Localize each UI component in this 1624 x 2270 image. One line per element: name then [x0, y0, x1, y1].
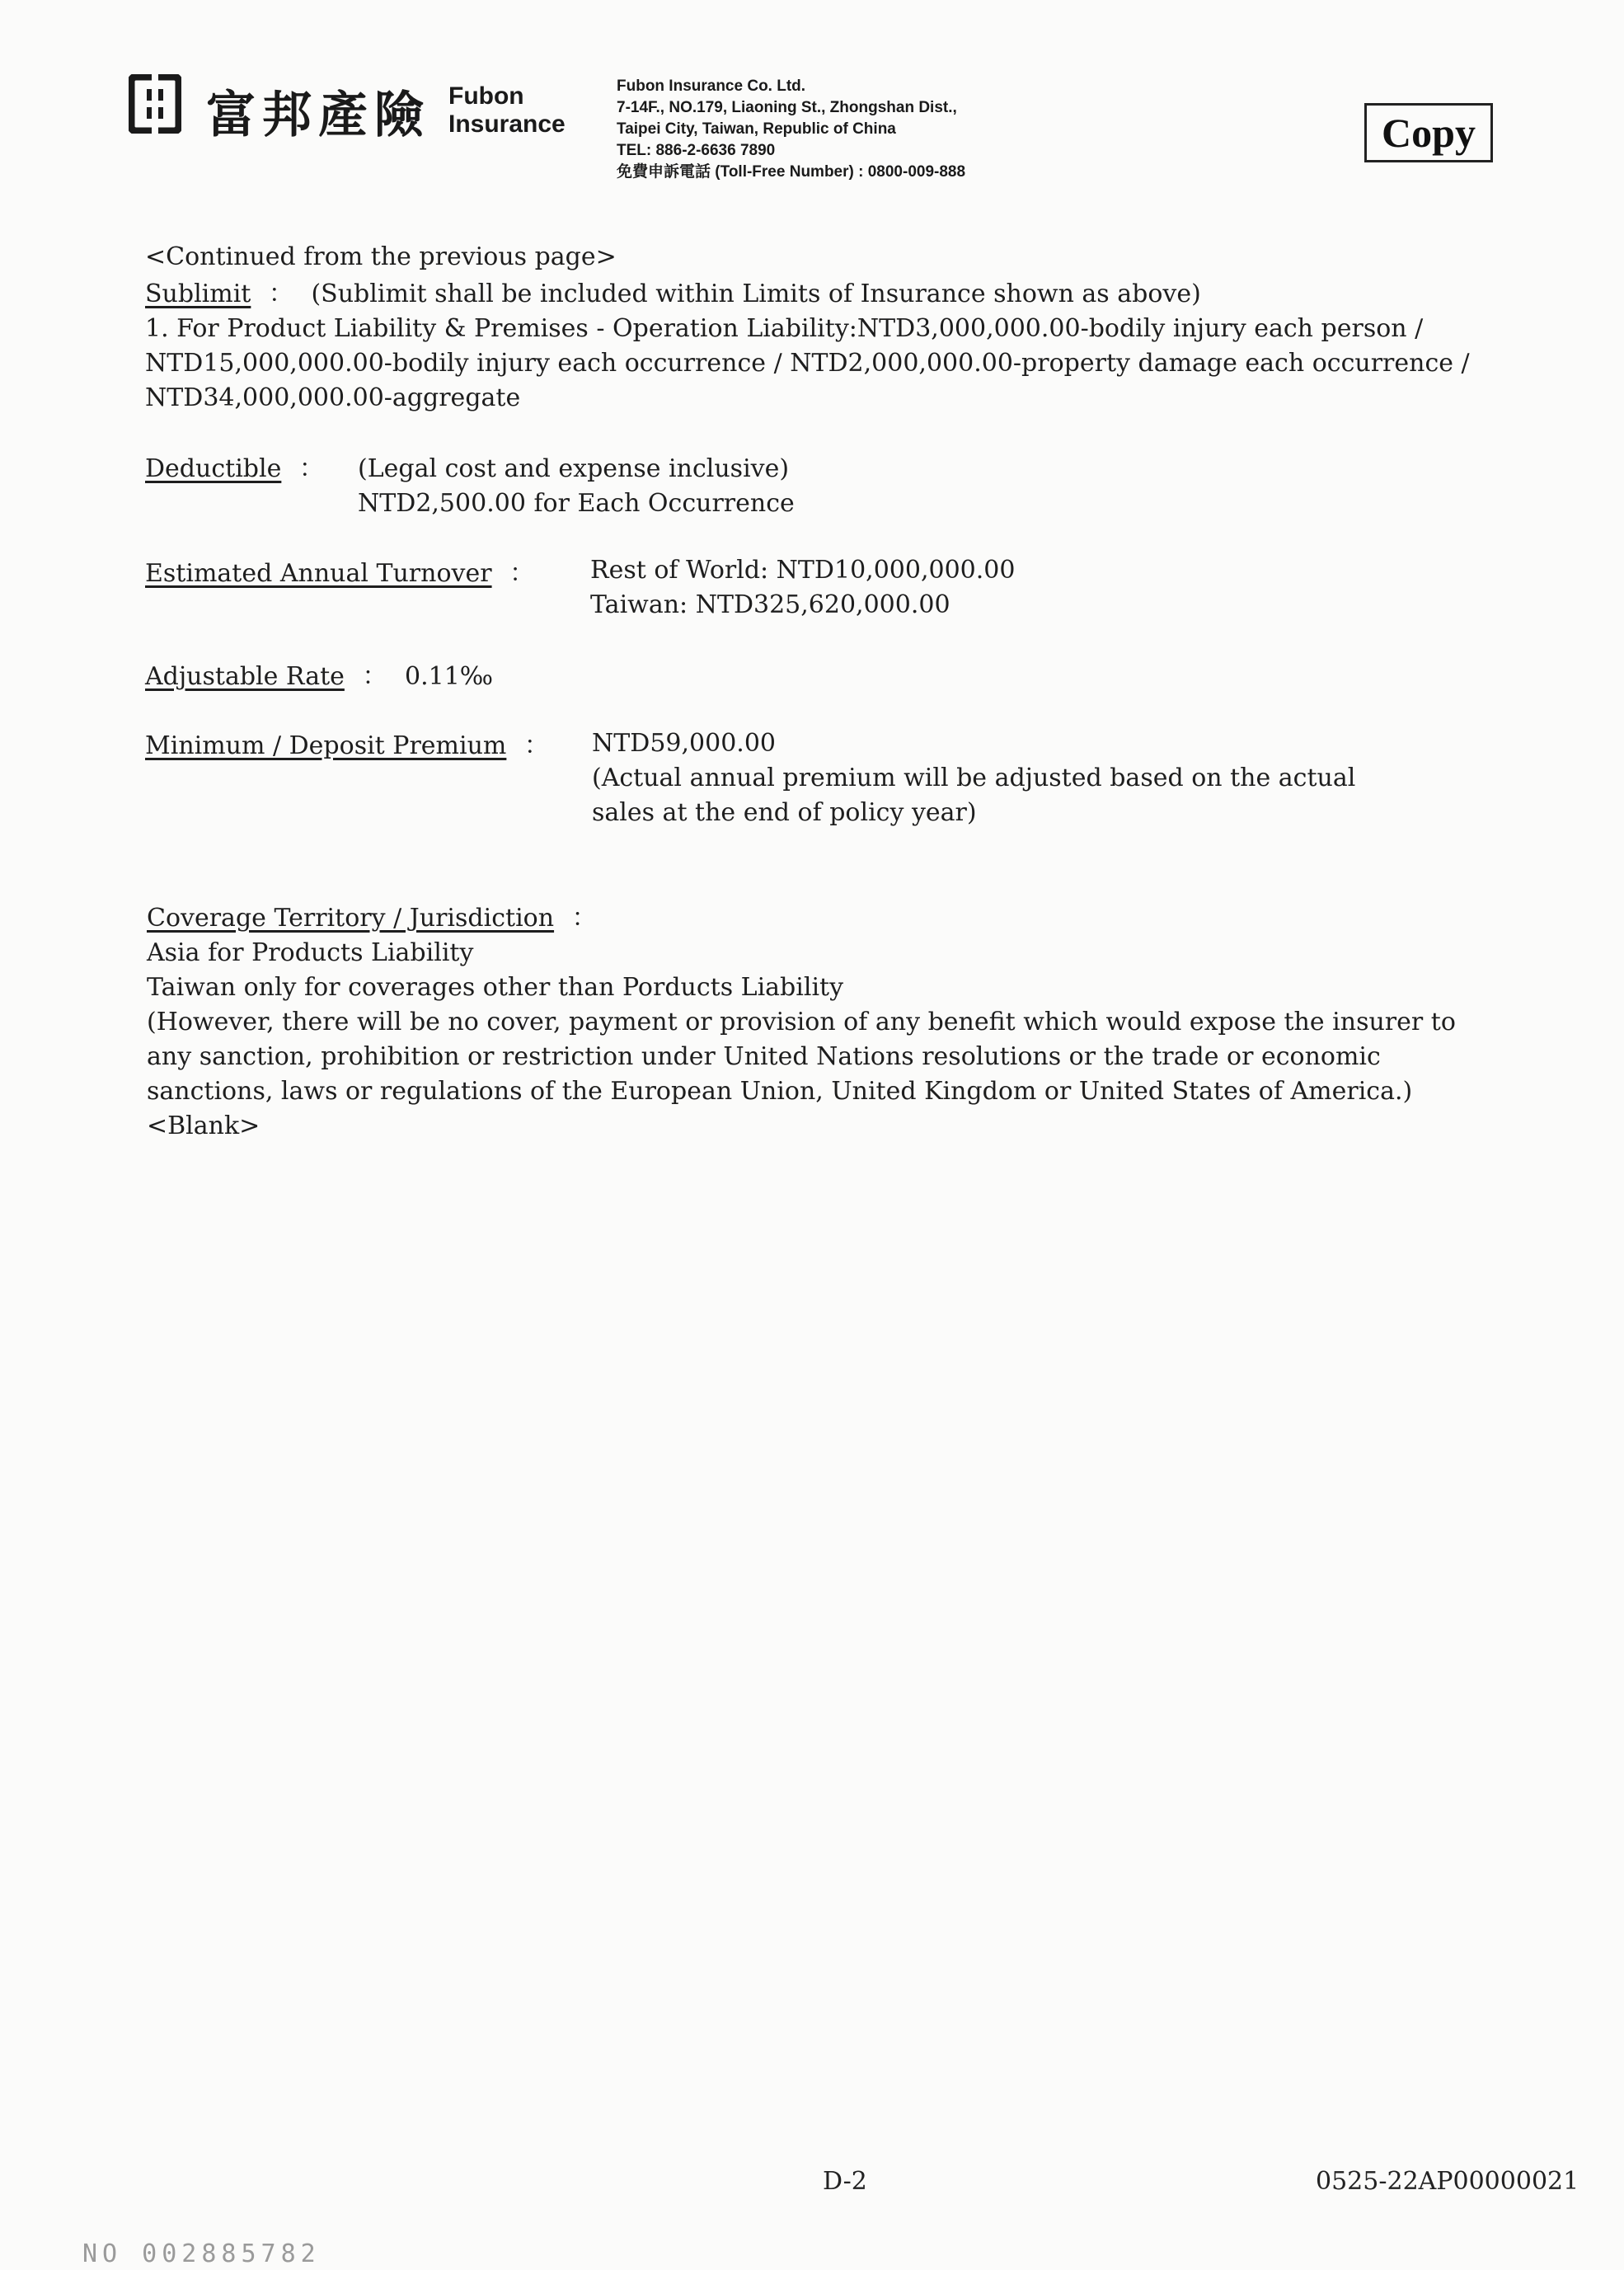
- turnover-line2: Taiwan: NTD325,620,000.00: [590, 590, 950, 619]
- sublimit-row: [145, 277, 1201, 312]
- sublimit-line3: NTD34,000,000.00-aggregate: [145, 383, 521, 412]
- sublimit-line2: NTD15,000,000.00-bodily injury each occurrence / NTD2,000,000.00-property damage each occurrence /: [145, 349, 1470, 378]
- logo-chinese-text: 富邦產險: [206, 87, 430, 144]
- serial-number: NO 002885782: [82, 2239, 321, 2268]
- rate-separator: ：: [362, 662, 387, 691]
- fubon-logo-icon: [129, 74, 181, 134]
- territory-line2: Taiwan only for coverages other than Porducts Liability: [147, 973, 844, 1002]
- premium-label: Minimum / Deposit Premium: [145, 731, 507, 760]
- territory-line4: any sanction, prohibition or restriction under United Nations resolutions or the trade or economic: [147, 1042, 1381, 1071]
- territory-line3: (However, there will be no cover, payment or provision of any benefit which would expose the insurer to: [147, 1008, 1456, 1036]
- page-number: D-2: [823, 2167, 867, 2196]
- deductible-separator: ：: [298, 454, 324, 483]
- territory-line5: sanctions, laws or regulations of the European Union, United Kingdom or United States of America.): [147, 1077, 1413, 1106]
- premium-line2: (Actual annual premium will be adjusted based on the actual: [592, 764, 1356, 792]
- company-info: [617, 76, 965, 183]
- premium-row: [145, 729, 559, 764]
- rate-row: [145, 660, 493, 694]
- territory-line1: Asia for Products Liability: [147, 938, 474, 967]
- turnover-row: [145, 557, 544, 591]
- deductible-line2: NTD2,500.00 for Each Occurrence: [358, 489, 795, 518]
- sublimit-separator: ：: [268, 280, 293, 308]
- deductible-row: [145, 452, 334, 486]
- territory-separator: ：: [571, 904, 597, 933]
- company-tel: TEL: 886-2-6636 7890: [617, 142, 776, 159]
- logo-english-line1: Fubon: [448, 82, 524, 110]
- blank-marker: <Blank>: [147, 1112, 260, 1140]
- logo-english-text: [448, 82, 566, 139]
- rate-value: 0.11‰: [404, 662, 494, 691]
- sublimit-label: Sublimit: [145, 280, 251, 308]
- turnover-separator: ：: [509, 559, 535, 588]
- sublimit-intro: (Sublimit shall be included within Limits of Insurance shown as above): [311, 280, 1201, 308]
- premium-line3: sales at the end of policy year): [592, 798, 977, 827]
- company-address-line1: 7-14F., NO.179, Liaoning St., Zhongshan Dist.,: [617, 99, 957, 116]
- rate-label: Adjustable Rate: [145, 662, 345, 691]
- company-toll-free: [617, 162, 965, 183]
- premium-line1: NTD59,000.00: [592, 729, 776, 758]
- company-name: Fubon Insurance Co. Ltd.: [617, 78, 806, 95]
- policy-number: 0525-22AP00000021: [1316, 2167, 1579, 2196]
- territory-label: Coverage Territory / Jurisdiction: [147, 904, 555, 933]
- territory-row: [147, 901, 607, 936]
- turnover-label: Estimated Annual Turnover: [145, 559, 492, 588]
- toll-free-number: (Toll-Free Number) : 0800-009-888: [715, 163, 966, 181]
- toll-free-chinese: 免費申訴電話: [617, 163, 711, 181]
- deductible-label: Deductible: [145, 454, 282, 483]
- copy-stamp: Copy: [1364, 103, 1493, 162]
- premium-separator: ：: [523, 731, 549, 760]
- continued-note: <Continued from the previous page>: [145, 242, 617, 271]
- logo-english-line2: Insurance: [448, 110, 566, 138]
- company-address-line2: Taipei City, Taiwan, Republic of China: [617, 120, 896, 138]
- turnover-line1: Rest of World: NTD10,000,000.00: [590, 556, 1016, 585]
- deductible-line1: (Legal cost and expense inclusive): [358, 454, 790, 483]
- sublimit-line1: 1. For Product Liability & Premises - Operation Liability:NTD3,000,000.00-bodily injury each person /: [145, 314, 1424, 343]
